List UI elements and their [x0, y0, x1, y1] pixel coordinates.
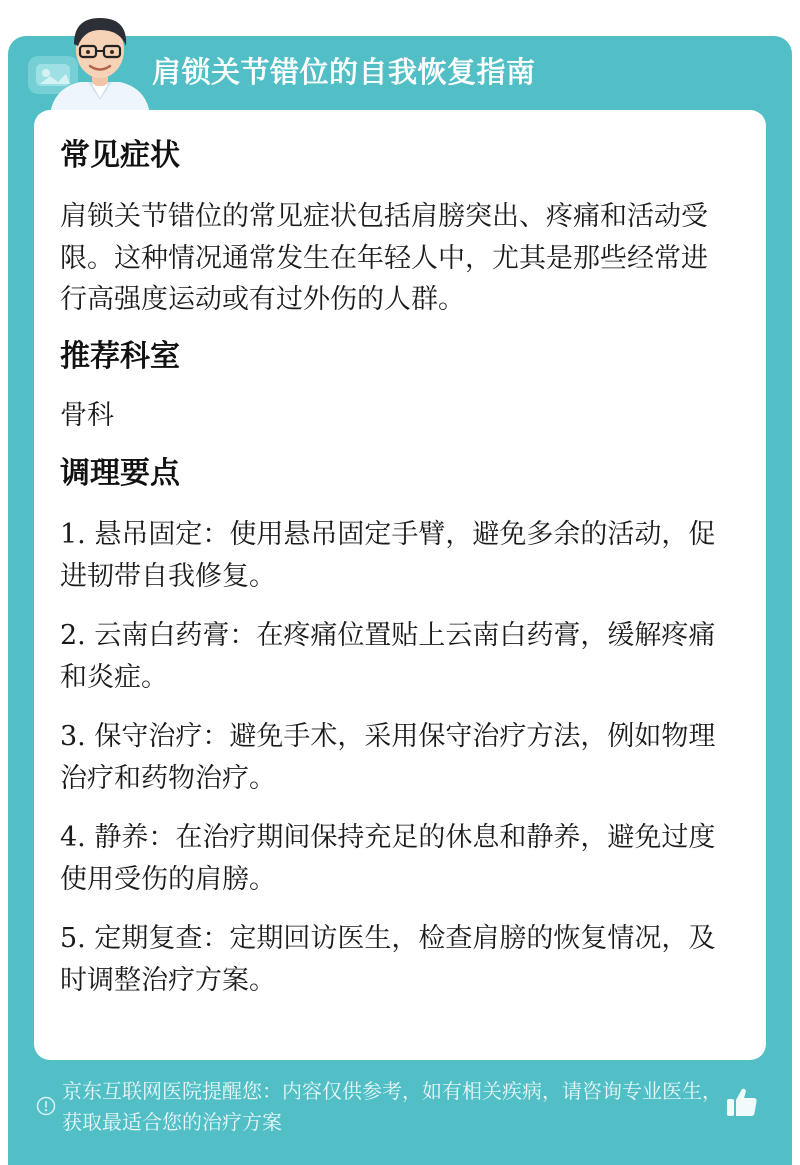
symptoms-text: 肩锁关节错位的常见症状包括肩膀突出、疼痛和活动受限。这种情况通常发生在年轻人中，尤其是那些经常进行高强度运动或有过外伤的人群。	[60, 201, 708, 315]
content-card	[34, 110, 766, 1060]
care-item-number: 1.	[60, 519, 86, 550]
care-item	[60, 514, 730, 597]
care-item-number: 5.	[60, 923, 86, 954]
care-item	[60, 716, 730, 799]
symptoms-heading: 常见症状	[60, 138, 180, 173]
care-item-text: 悬吊固定：使用悬吊固定手臂，避免多余的活动，促进韧带自我修复。	[60, 519, 716, 592]
care-item-number: 3.	[60, 721, 86, 752]
care-item-text: 保守治疗：避免手术，采用保守治疗方法，例如物理治疗和药物治疗。	[60, 721, 716, 794]
disclaimer-text: 京东互联网医院提醒您：内容仅供参考，如有相关疾病，请咨询专业医生，获取最适合您的治疗方案	[62, 1079, 722, 1134]
footer	[0, 1068, 800, 1165]
care-item-text: 静养：在治疗期间保持充足的休息和静养，避免过度使用受伤的肩膀。	[60, 822, 716, 895]
content-body	[60, 130, 730, 1001]
page-title: 肩锁关节错位的自我恢复指南	[152, 55, 536, 89]
care-heading: 调理要点	[60, 456, 180, 491]
department-text: 骨科	[60, 399, 114, 431]
care-item-number: 4.	[60, 822, 86, 853]
department-heading: 推荐科室	[60, 338, 180, 374]
care-item-text: 定期复查：定期回访医生，检查肩膀的恢复情况，及时调整治疗方案。	[60, 923, 716, 996]
care-item	[60, 918, 730, 1001]
care-item	[60, 817, 730, 900]
doctor-avatar	[40, 6, 160, 114]
care-item-text: 云南白药膏：在疼痛位置贴上云南白药膏，缓解疼痛和炎症。	[60, 620, 716, 693]
info-icon	[36, 1096, 56, 1116]
care-item-number: 2.	[60, 620, 86, 651]
care-item	[60, 615, 730, 698]
thumbs-up-icon[interactable]	[724, 1084, 760, 1120]
